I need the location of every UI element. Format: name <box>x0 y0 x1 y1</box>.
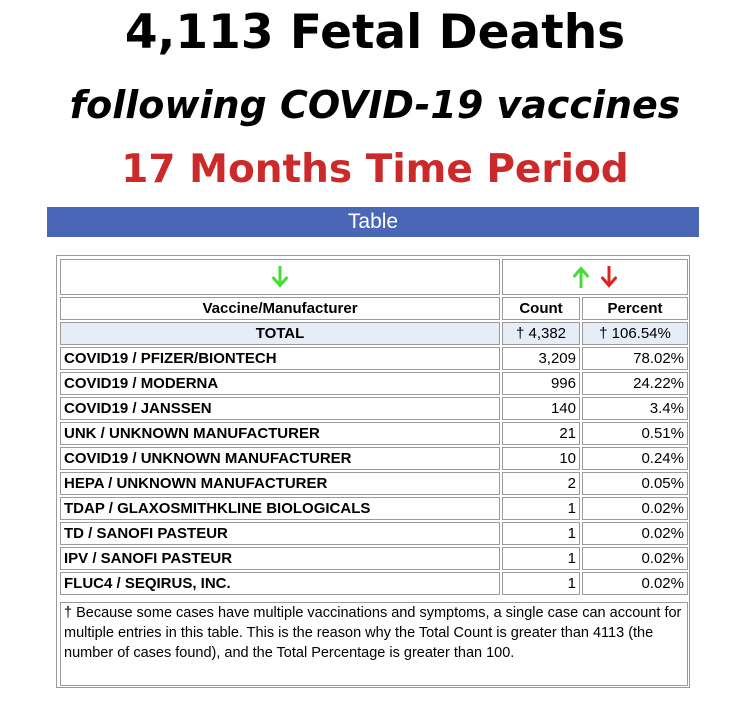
row-percent: 78.02% <box>633 350 684 367</box>
row-vaccine-cell <box>60 422 500 445</box>
row-vaccine-cell <box>60 522 500 545</box>
row-count: 996 <box>550 375 576 392</box>
row-vaccine-name: COVID19 / PFIZER/BIONTECH <box>64 350 277 367</box>
row-vaccine-cell <box>60 347 500 370</box>
row-count-cell <box>502 347 580 370</box>
row-percent-cell <box>582 522 688 545</box>
row-vaccine-cell <box>60 572 500 595</box>
row-percent-cell <box>582 547 688 570</box>
row-percent-cell <box>582 447 688 470</box>
total-count: † 4,382 <box>515 325 567 342</box>
table-section-label: Table <box>347 210 399 233</box>
row-percent: 0.24% <box>641 450 684 467</box>
row-percent: 3.4% <box>649 400 684 417</box>
column-header-percent[interactable] <box>582 297 688 320</box>
row-vaccine-name: FLUC4 / SEQIRUS, INC. <box>64 575 231 592</box>
page-title: 4,113 Fetal Deaths <box>124 5 626 60</box>
row-count-cell <box>502 472 580 495</box>
arrow-down-green-icon[interactable] <box>272 266 288 288</box>
sort-cell-count-percent <box>502 259 688 295</box>
sort-cell-vaccine[interactable] <box>60 259 500 295</box>
column-header-percent-label: Percent <box>607 300 663 317</box>
total-label: TOTAL <box>255 325 305 342</box>
row-count: 1 <box>567 525 576 542</box>
row-percent: 0.51% <box>641 425 684 442</box>
table-row <box>57 472 691 495</box>
total-percent: † 106.54% <box>599 325 671 342</box>
row-percent: 0.02% <box>641 500 684 517</box>
row-vaccine-name: HEPA / UNKNOWN MANUFACTURER <box>64 475 328 492</box>
row-count-cell <box>502 522 580 545</box>
row-count: 1 <box>567 575 576 592</box>
table-row <box>57 347 691 370</box>
total-count-cell <box>502 322 580 345</box>
row-vaccine-name: IPV / SANOFI PASTEUR <box>64 550 233 567</box>
row-percent-cell <box>582 347 688 370</box>
row-vaccine-cell <box>60 397 500 420</box>
row-percent: 0.02% <box>641 575 684 592</box>
table-section-bar <box>47 207 699 237</box>
row-count-cell <box>502 497 580 520</box>
row-percent-cell <box>582 497 688 520</box>
row-count: 1 <box>567 500 576 517</box>
page-subtitle: following COVID-19 vaccines <box>69 83 681 127</box>
table-row <box>57 422 691 445</box>
arrow-down-red-icon[interactable] <box>601 266 617 288</box>
row-vaccine-name: COVID19 / UNKNOWN MANUFACTURER <box>64 450 352 467</box>
row-vaccine-cell <box>60 472 500 495</box>
table-row <box>57 397 691 420</box>
footnote-text: † Because some cases have multiple vaccinations and symptoms, a single case can account for multiple entries in this table. This is the reason why the Total Count is greater than 4113 (the number of cases found), and the Total Percentage is greater than 100. <box>64 605 682 661</box>
row-vaccine-name: COVID19 / MODERNA <box>64 375 219 392</box>
row-percent-cell <box>582 422 688 445</box>
table-footnote <box>60 602 688 686</box>
row-count-cell <box>502 422 580 445</box>
total-percent-cell <box>582 322 688 345</box>
column-header-vaccine[interactable] <box>60 297 500 320</box>
table-row <box>57 447 691 470</box>
row-count-cell <box>502 372 580 395</box>
row-vaccine-cell <box>60 547 500 570</box>
row-count-cell <box>502 397 580 420</box>
row-count-cell <box>502 447 580 470</box>
row-vaccine-cell <box>60 372 500 395</box>
row-percent-cell <box>582 397 688 420</box>
row-count: 2 <box>567 475 576 492</box>
row-vaccine-name: TDAP / GLAXOSMITHKLINE BIOLOGICALS <box>64 500 371 517</box>
row-count: 21 <box>559 425 576 442</box>
table-row <box>57 522 691 545</box>
row-percent: 0.05% <box>641 475 684 492</box>
row-count-cell <box>502 572 580 595</box>
row-vaccine-name: COVID19 / JANSSEN <box>64 400 212 417</box>
row-vaccine-cell <box>60 497 500 520</box>
table-row <box>57 497 691 520</box>
time-period-heading: 17 Months Time Period <box>121 147 629 192</box>
table-row <box>57 547 691 570</box>
row-count: 140 <box>550 400 576 417</box>
row-vaccine-cell <box>60 447 500 470</box>
row-count: 3,209 <box>538 350 576 367</box>
column-header-count[interactable] <box>502 297 580 320</box>
row-percent-cell <box>582 572 688 595</box>
table-row <box>57 572 691 595</box>
row-percent: 0.02% <box>641 550 684 567</box>
row-count: 10 <box>559 450 576 467</box>
column-header-vaccine-label: Vaccine/Manufacturer <box>202 300 358 317</box>
row-percent: 0.02% <box>641 525 684 542</box>
column-header-count-label: Count <box>519 300 563 317</box>
row-vaccine-name: TD / SANOFI PASTEUR <box>64 525 228 542</box>
row-percent-cell <box>582 472 688 495</box>
row-vaccine-name: UNK / UNKNOWN MANUFACTURER <box>64 425 320 442</box>
table-row <box>57 372 691 395</box>
row-count-cell <box>502 547 580 570</box>
arrow-up-green-icon[interactable] <box>573 266 589 288</box>
row-count: 1 <box>567 550 576 567</box>
row-percent: 24.22% <box>633 375 684 392</box>
row-percent-cell <box>582 372 688 395</box>
total-label-cell <box>60 322 500 345</box>
results-table <box>56 255 690 688</box>
